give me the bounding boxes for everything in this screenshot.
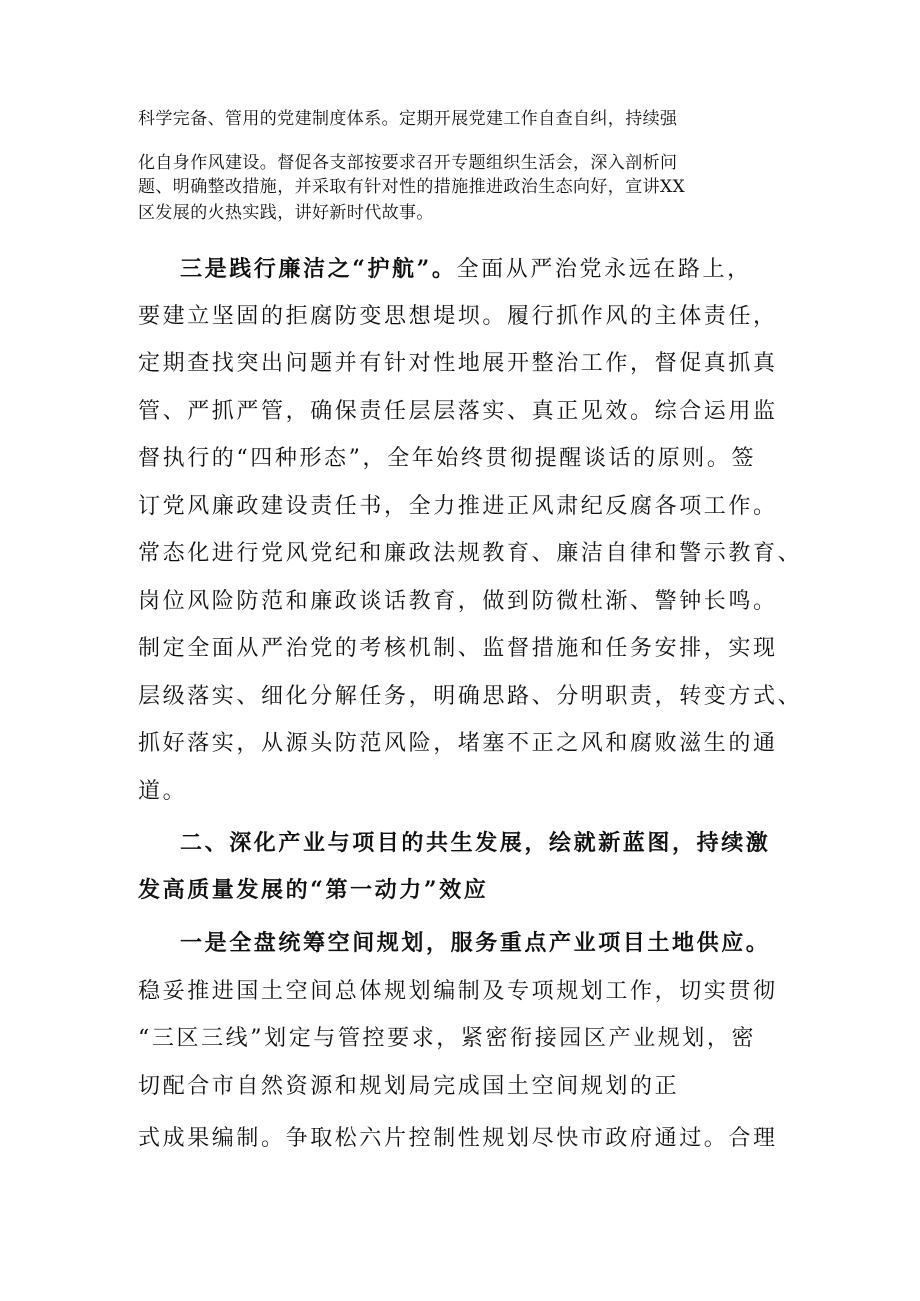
subsection-lead: 一是全盘统筹空间规划，服务重点产业项目土地供应。 [180,930,771,956]
paragraph-line: 制定全面从严治党的考核机制、监督措施和任务安排，实现 [138,636,778,661]
paragraph-line: 题、明确整改措施，并采取有针对性的措施推进政治生态向好，宣讲XX [138,177,686,197]
section-lead: 三是践行廉洁之“护航”。 [180,256,457,282]
paragraph-line: 科学完备、管用的党建制度体系。定期开展党建工作自查自纠，持续强 [138,109,678,129]
section-heading: 发高质量发展的“第一动力”效应 [138,877,489,903]
paragraph-line: 道。 [138,779,188,804]
paragraph-line: 稳妥推进国土空间总体规划编制及专项规划工作，切实贯彻 [138,979,778,1004]
paragraph-line: 抓好落实，从源头防范风险，堵塞不正之风和腐败滋生的通 [138,731,778,756]
paragraph-line: 区发展的火热实践，讲好新时代故事。 [138,203,434,223]
paragraph-line: 管、严抓严管，确保责任层层落实、真正见效。综合运用监 [138,399,778,424]
paragraph-line: “三区三线”划定与管控要求，紧密衔接园区产业规划，密 [138,1026,757,1051]
paragraph-line: 订党风廉政建设责任书，全力推进正风肃纪反腐各项工作。 [138,494,778,519]
paragraph-line: 式成果编制。争取松六片控制性规划尽快市政府通过。合理 [138,1126,778,1151]
paragraph-line: 化自身作风建设。督促各支部按要求召开专题组织生活会，深入剖析问 [138,153,678,173]
section-heading: 二、深化产业与项目的共生发展，绘就新蓝图，持续激 [180,830,771,856]
paragraph-line: 岗位风险防范和廉政谈话教育，做到防微杜渐、警钟长鸣。 [138,589,778,614]
paragraph-line: 定期查找突出问题并有针对性地展开整治工作，督促真抓真 [138,351,778,376]
paragraph-first-line [180,252,752,283]
paragraph-line: 常态化进行党风党纪和廉政法规教育、廉洁自律和警示教育、 [138,541,803,566]
paragraph-line: 切配合市自然资源和规划局完成国土空间规划的正 [138,1074,680,1099]
paragraph-line: 层级落实、细化分解任务，明确思路、分明职责，转变方式、 [138,684,803,709]
paragraph-text: 全面从严治党永远在路上， [456,257,752,282]
paragraph-line: 要建立坚固的拒腐防变思想堤坝。履行抓作风的主体责任， [138,304,778,329]
paragraph-line: 督执行的“四种形态”，全年始终贯彻提醒谈话的原则。签 [138,446,757,471]
